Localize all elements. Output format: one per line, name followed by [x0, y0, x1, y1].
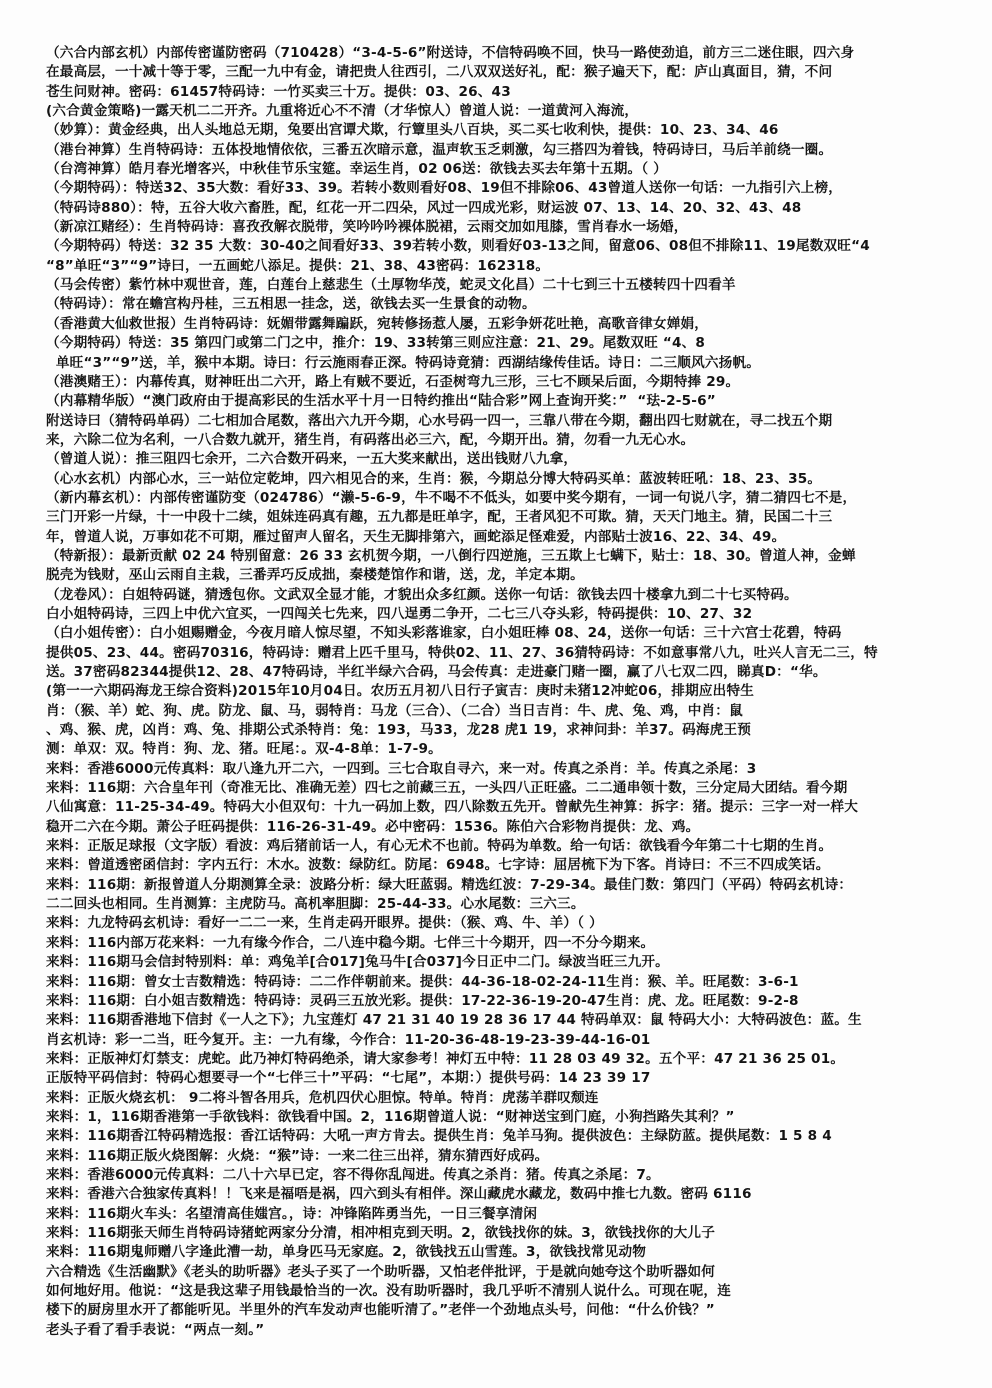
text-line: 附送诗曰（猜特码单码）二七相加合尾数，落出六九开今期，心水号码一四一，三靠八带在今期，翻出四七财就在，寻二找五个期: [46, 412, 833, 429]
text-line: 、鸡、猴、虎，凶肖：鸡、兔、排期公式杀特肖：兔：193，马33，龙28 虎1 19，求神问卦：羊37。码海虎王预: [46, 722, 752, 739]
text-line: （特新报）：最新贡献 02 24 特别留意：26 33 玄机贺今期，一八倒行四逆施，三五欺上七螨下，贴士：18、30。曾道人神，金蝉: [46, 547, 856, 564]
text-line: 来料：116期正版火烧图解：火烧：“猴”诗：一来二往三出祥，猜东猜西好成码。: [46, 1147, 549, 1164]
text-line: 提供05、23、44。密码70316，特码诗：赠君上匹千里马，特供02、11、27、36猜特码诗：不如意事常八九，吐兴人言无二三，特: [46, 644, 878, 661]
text-line: 脱壳为钱财，巫山云雨自主栽，三番弄巧反成拙，秦楼楚馆作和谐，送，龙，羊定本期。: [46, 567, 584, 584]
text-line: （特码诗）：常在蟾宫构丹桂，三五相思一挂念，送，欲钱去买一生景食的动物。: [46, 296, 536, 313]
text-line: “8”单旺“3”“9”诗曰，一五画蛇八添足。提供：21、38、43密码：162318。: [46, 257, 550, 274]
text-line: 白小姐特码诗，三四上中优六宜买，一四闯关七先来，四八逞勇二争开，二七三八夺头彩，特码提供：10、27、32: [46, 605, 753, 622]
text-line: 来料：116期香港地下信封《一人之下》；九宝莲灯 47 21 31 40 19 28 36 17 44 特码单双：鼠 特码大小：大特码波色：蓝。生: [46, 1012, 862, 1029]
text-line: 来料：香港6000元传真料：二八十六早已定，容不得你乱闯进。传真之杀肖：猪。传真之杀尾：7。: [46, 1166, 660, 1183]
text-line: 来料：九龙特码玄机诗：看好一二二一来，生肖走码开眼界。提供：（猴、鸡、牛、羊）（ ）: [46, 915, 603, 932]
text-line: （今期特码）特送：35 第四门或第二门之中，推介：19、33转第三则应注意：21、29。尾数双旺 “4、8: [46, 335, 706, 352]
text-line: （港台神算）生肖特码诗：五体投地情依依，三番五次暗示意，温声软玉乏刺激，勾三搭四为着钱，特码诗曰，马后羊前绕一圈。: [46, 141, 833, 158]
text-line: 肖玄机诗：彩一二当，旺今复开。主：一九有缘，今作合：11-20-36-48-19-23-39-44-16-01: [46, 1031, 651, 1048]
text-line: （台湾神算）皓月春光增客兴，中秋佳节乐宝筵。幸运生肖，02 06送：欲钱去买去年第十五期。（ ）: [46, 161, 668, 178]
text-line: （今期特码）：特送32、35大数：看好33、39。若转小数则看好08、19但不排除06、43曾道人送你一句话：一九指引六上榜，: [46, 180, 843, 197]
text-line: 来料：1，116期香港第一手欲钱料：欲钱看中国。2，116期曾道人说：“财神送宝到门庭，小狗挡路失其利？”: [46, 1108, 735, 1125]
text-line: 来料：正版足球报（文字版）看波：鸡后猪前话一人，有心无术不也前。特码为单数。给一句话：欲钱看今年第二十七期的生肖。: [46, 838, 833, 855]
text-line: 稳开二六在今期。萧公子旺码提供：116-26-31-49。必中密码：1536。陈伯六合彩物肖提供：龙、鸡。: [46, 818, 700, 835]
text-line: 来料：116期：曾女士吉数精选：特码诗：二二作伴朝前来。提供：44-36-18-02-24-11生肖：猴、羊。旺尾数：3-6-1: [46, 973, 799, 990]
text-line: （曾道人说）：推三阻四七余开，二六合数开码来，一五大奖来献出，送出钱财八九拿，: [46, 451, 578, 468]
text-line: 来料：116期：新报曾道人分期测算全录：波路分析：绿大旺蓝弱。精选红波：7-29-34。最佳门数：第四门（平码）特码玄机诗：: [46, 876, 853, 893]
text-line: 来料：香港6000元传真料：取八逢九开二六，一四到。三七合取自寻六，来一对。传真之杀肖：羊。传真之杀尾：3: [46, 760, 757, 777]
text-line: （白小姐传密）：白小姐赐赠金，今夜月暗人惊尽望，不知头彩落谁家，白小姐旺棒 08、24，送你一句话：三十六宫士花碧，特码: [46, 625, 842, 642]
text-line: 二二回头也相同。生肖测算：主虎防马。高机率胆脚：25-44-33。心水尾数：三六三。: [46, 896, 585, 913]
text-line: 在最高层，一十减十等于零，三配一九中有金，请把贵人往西引，二八双双送好礼，配：猴子遍天下，配：庐山真面目，猜，不问: [46, 64, 833, 81]
text-line: （马会传密）紫竹林中观世音，莲，白莲台上慈悲生（土厚物华茂，蛇灵文化昌）二十七到三十五楼转四十四看羊: [46, 277, 736, 294]
text-line: （内幕精华版）“澳门政府由于提高彩民的生活水平十月一日特约推出“陆合彩”网上查询开奖：” “珐-2-5-6”: [46, 393, 716, 410]
text-line: （龙卷风）：白姐特码谜，猜透包你。文武双全显才能，才貌出众多红颜。送你一句话：欲钱去四十楼拿九到二十七买特码。: [46, 586, 798, 603]
text-line: 正版特平码信封：特码心想要寻一个“七伴三十”平码：“七尾”，本期：）提供号码：14 23 39 17: [46, 1070, 651, 1087]
text-line: 测：单双：双。特肖：狗、龙、猪。旺尾：。双-4-8单：1-7-9。: [46, 741, 442, 758]
text-line: 肖：（猴、羊）蛇、狗、虎。防龙、鼠、马，弱特肖：马龙（三合）、（二合）当日吉肖：牛、虎、兔、鸡，中肖：鼠: [46, 702, 743, 719]
text-line: 来料：116期香江特码精选报：香江话特码：大吼一声方肯去。提供生肖：兔羊马狗。提供波色：主绿防蓝。提供尾数：1 5 8 4: [46, 1128, 832, 1145]
text-line: 来料：116期：白小姐吉数精选：特码诗：灵码三五放光彩。提供：17-22-36-19-20-47生肖：虎、龙。旺尾数：9-2-8: [46, 992, 799, 1009]
text-line: 单旺“3”“9”送，羊，猴中本期。诗曰：行云施雨春正深。特码诗竟猜：西湖结缘传佳话。诗日：二三顺风六扬帆。: [46, 354, 761, 371]
text-line: (第一一六期码海龙王综合资料)2015年10月04日。农历五月初八日行子寅吉：庚时未猪12冲蛇06，排期应出特生: [46, 683, 755, 700]
text-line: 来料：116期火车头：名望清高佳媸宫。，诗：冲锋陷阵勇当先，一日三餐享清闲: [46, 1205, 538, 1222]
text-line: （新内幕玄机）：内部传密谨防变（024786）“濑-5-6-9，牛不喝不不低头，如要中奖今期有，一词一句说八字，猜二猜四七不是，: [46, 489, 857, 506]
text-line: 来料：曾道透密函信封：字内五行：木水。波数：绿防红。防尾：6948。七字诗：屈居梳下为下客。肖诗曰：不三不四成笑话。: [46, 857, 830, 874]
text-line: （香港黄大仙救世报）生肖特码诗：妩媚带露舞蹁跃，宛转修扬惹人屡，五彩争妍花吐艳，高歌音律女婵娟，: [46, 315, 709, 332]
text-line: （心水玄机）内部心水，三一站位定乾坤，四六相见合的来，生肖：猴，今期总分博大特码买单：蓝波转旺吼：18、23、35。: [46, 470, 822, 487]
text-line: 来料：正版神灯灯禁支：虎蛇。此乃神灯特码绝杀，请大家参考！神灯五中特：11 28 03 49 32。五个平：47 21 36 25 01。: [46, 1050, 845, 1067]
text-line: （六合内部玄机）内部传密谨防密码（710428）“3-4-5-6”附送诗，不信特码唤不回，快马一路使劲追，前方三二迷住眼，四六身: [46, 45, 855, 61]
text-line: 来料：116期马会信封特别料：单：鸡兔羊[合017]兔马牛[合037]今日正中二门。绿波当旺三九开。: [46, 954, 669, 971]
text-line: 苍生问财神。密码：61457特码诗：一竹买卖三十万。提供：03、26、43: [46, 83, 511, 100]
document-body: [46, 44, 954, 1340]
text-line: 年，曾道人说，万事如花不可期，雁过留声人留名，天生无脚排第六，画蛇添足怪难爱，内部贴士波16、22、34、49。: [46, 528, 786, 545]
text-line: 三门开彩一片绿，十一中段十二续，姐妹连码真有趣，五九都是旺单字，配，王者风犯不可欺。猜，天天门地主。猜，民国二十三: [46, 509, 833, 526]
text-line: （今期特码）特送：32 35 大数：30-40之间看好33、39若转小数，则看好03-13之间，留意06、08但不排除11、19尾数双旺“4: [46, 238, 870, 255]
text-line: 来，六除二位为名利，一八合数九就开，猪生肖，有码落出必三六，配，今期开出。猜，勿看一九无心水。: [46, 431, 695, 448]
text-line: 如何地好用。他说：“这是我这辈子用钱最恰当的一次。没有助听器时，我几乎听不清别人说什么。可现在呢，连: [46, 1283, 732, 1299]
text-line: 来料：116期：六合皇年刊（奇准无比、准确无差）四七之前藏三五，一头四八正旺盛。二二通串领十数，三分定局大团结。看今期: [46, 780, 848, 797]
text-line: （妙算）：黄金经典，出人头地总无期，兔要出宫谭犬欺，行簟里头八百块，买二买七收利快，提供：10、23、34、46: [46, 122, 779, 139]
text-line: 来料：116期鬼师赠八字逢此漕一劫，单身匹马无家庭。2，欲钱找五山雪莲。3，欲钱找常见动物: [46, 1244, 647, 1261]
text-line: 老头子看了看手表说：“两点一刻。”: [46, 1321, 265, 1338]
text-line: 楼下的厨房里水开了都能听见。半里外的汽车发动声也能听清了。”老伴一个劲地点头号，问他：“什么价钱？”: [46, 1302, 715, 1319]
text-line: (六合黄金策略)一露天机二二开齐。九重将近心不不清（才华惊人）曾道人说：一道黄河入海流，: [46, 103, 639, 120]
text-line: 来料：116内部万花来料：一九有缘今作合，二八连中稳今期。七伴三十今期开，四一不分今期来。: [46, 934, 655, 951]
text-line: （特码诗880）：特，五谷大收六畜胜，配，红花一开二四朵，风过一四成光彩，财运波 07、13、14、20、32、43、48: [46, 199, 802, 216]
text-line: 来料：香港六合独家传真料！！飞来是福唔是祸，四六到头有相伴。深山藏虎水藏龙，数码中推七九数。密码 6116: [46, 1186, 752, 1203]
text-line: 八仙寓意：11-25-34-49。特码大小但双句：十九一码加上数，四八除数五先开。曾献先生神算：拆字：猪。提示：三字一对一样大: [46, 799, 859, 816]
text-line: 来料：正版火烧玄机： 9二将斗智各用兵，危机四伏心胆惊。特单。特肖：虎荡羊群叹颓连: [46, 1089, 599, 1106]
text-line: 送。37密码82344提供12、28、47特码诗，半红半绿六合码，马会传真：走进豪门赌一圈，赢了八七双二四，睇真D：“华。: [46, 664, 827, 680]
text-line: （港澳赌王）：内幕传真，财神旺出二六开，路上有贼不要近，石歪树弯九三形，三七不顾呆后面，今期特捧 29。: [46, 373, 740, 390]
text-line: （新凉江赌经）：生肖特码诗：喜孜孜解衣脱带，笑吟吟吟裸体脱裙，云雨交加如甩膝，雪肖春水一场婚，: [46, 219, 688, 236]
text-line: 六合精选《生活幽默》《老头的助听器》老头子买了一个助听器，又怕老伴批评，于是就向她夸这个助听器如何: [46, 1263, 716, 1280]
text-line: 来料：116期张天师生肖特码诗猪蛇两家分分清，相冲相克到天明。2，欲钱找你的妹。3，欲钱找你的大儿子: [46, 1224, 716, 1241]
